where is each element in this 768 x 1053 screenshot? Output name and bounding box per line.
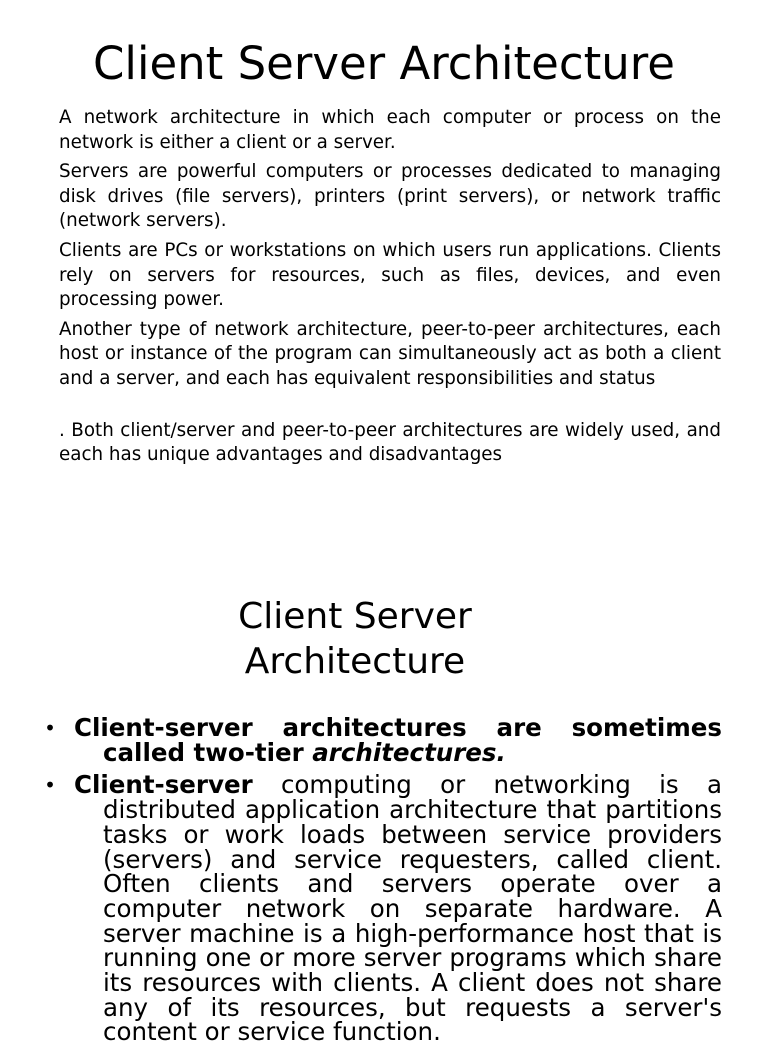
bullet-2-text: computing or networking is a distributed application architecture that partitions tasks or work loads between service providers (servers) and service requesters, called client. Often clients and servers operate over a computer network on separate hardware. A server machine is a high-performance host that is running one or more server programs which share its resources with clients. A client does not share any of its resources, but requests a server's content or service function. — [103, 770, 722, 1047]
paragraph-definition: A network architecture in which each computer or process on the network is either a client or a server. — [59, 107, 721, 153]
slide-2-title: Client Server Architecture — [238, 596, 472, 682]
slide-2 — [0, 580, 768, 1047]
paragraph-servers: Servers are powerful computers or processes dedicated to managing disk drives (file servers), printers (print servers), or network traffic (network servers). — [59, 161, 721, 232]
paragraph-clients: Clients are PCs or workstations on which users run applications. Clients rely on servers for resources, such as files, devices, and even processing power. — [59, 239, 721, 311]
bullet-marker: • — [44, 716, 56, 740]
paragraph-comparison: . Both client/server and peer-to-peer architectures are widely used, and each has unique advantages and disadvantages — [59, 419, 721, 466]
slide-2-bullet-list — [40, 713, 722, 1053]
bullet-1-bold-italic-text: architectures. — [312, 737, 506, 767]
slide-1-body — [59, 106, 721, 473]
list-item — [40, 770, 722, 1047]
bullet-2-bold-text: Client-server — [74, 770, 253, 800]
list-item — [40, 713, 722, 767]
paragraph-peer-to-peer: Another type of network architecture, peer-to-peer architectures, each host or instance of the program can simultaneously act as both a client and a server, and each has equivalent responsibilities and status — [59, 318, 721, 389]
slide-1-title: Client Server Architecture — [93, 37, 675, 90]
bullet-marker: • — [44, 773, 56, 798]
bullet-1-bold-text: Client-server architectures are sometimes called two-tier — [74, 713, 722, 767]
